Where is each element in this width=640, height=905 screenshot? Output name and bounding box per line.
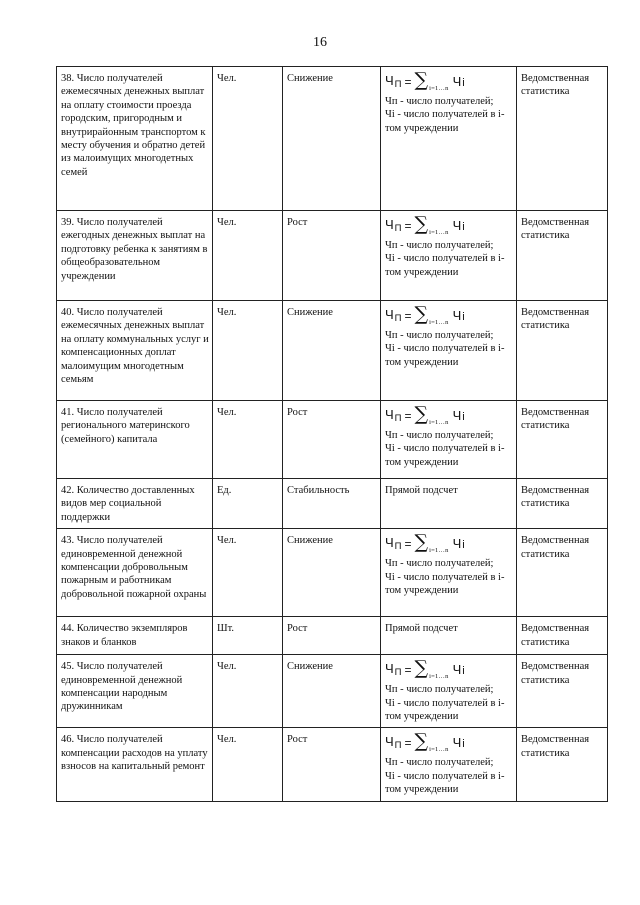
table-row [57, 67, 608, 211]
formula-legend-total: Чп - число получателей; [385, 684, 494, 696]
calculation-method-cell [381, 529, 517, 617]
formula-legend-part: Чi - число получателей в i-том учреждении [385, 571, 505, 597]
formula-equals-sign: = [404, 218, 412, 233]
table-row [57, 617, 608, 655]
formula-legend-part: Чi - число получателей в i-том учреждении [385, 443, 505, 468]
formula-legend-part: Чi - число получателей в i-том учреждении [385, 253, 505, 278]
unit-cell: Шт. [213, 617, 283, 655]
indicator-name-cell: 41. Число получателей регионального материнского (семейного) капитала [57, 401, 213, 479]
formula-total-term [385, 74, 402, 91]
formula-total-symbol: Ч [385, 216, 394, 232]
summation-range: i=1…n [429, 746, 449, 754]
summation-range: i=1…n [429, 318, 449, 326]
summation-range: i=1…n [429, 418, 449, 426]
table-row [57, 529, 608, 617]
trend-cell: Рост [283, 728, 381, 802]
formula-part-term [453, 736, 465, 751]
formula-total-symbol: Ч [385, 535, 394, 551]
calculation-method-cell [381, 301, 517, 401]
sum-formula [385, 71, 513, 94]
formula-part-symbol: Ч [452, 662, 462, 678]
formula-total-term [385, 218, 402, 235]
formula-legend-part: Чi - число получателей в i-том учреждении [385, 697, 505, 723]
formula-part-term [453, 409, 465, 424]
formula-legend-total: Чп - число получателей; [385, 757, 494, 769]
formula-legend-part: Чi - число получателей в i-том учреждении [385, 343, 505, 368]
formula-part-symbol: Ч [452, 307, 462, 323]
summation-range: i=1…n [429, 84, 449, 92]
table-row [57, 479, 608, 529]
indicator-name-cell: 38. Число получателей ежемесячных денежных выплат на оплату стоимости проезда городским, пригородным и внутрирайонным транспортом к месту обучения и обратно детей из малоимущих многодетных семей [57, 67, 213, 211]
data-source-cell: Ведомственная статистика [517, 728, 608, 802]
data-source-cell: Ведомственная статистика [517, 655, 608, 728]
unit-cell: Чел. [213, 728, 283, 802]
calculation-method-cell [381, 655, 517, 728]
formula-total-symbol: Ч [385, 661, 394, 677]
trend-cell: Снижение [283, 655, 381, 728]
table-row [57, 401, 608, 479]
summation-sign: ∑ [414, 657, 429, 680]
formula-total-subscript: П [394, 412, 402, 424]
indicator-name-cell: 44. Количество экземпляров знаков и бланков [57, 617, 213, 655]
formula-equals-sign: = [404, 537, 412, 552]
sum-formula [385, 533, 513, 556]
formula-total-term [385, 308, 402, 325]
formula-equals-sign: = [404, 308, 412, 323]
sum-formula [385, 215, 513, 238]
data-source-cell: Ведомственная статистика [517, 529, 608, 617]
summation-range: i=1…n [429, 673, 449, 681]
formula-part-subscript: i [462, 665, 465, 678]
summation-sign: ∑ [414, 730, 429, 753]
unit-cell: Чел. [213, 67, 283, 211]
formula-total-symbol: Ч [385, 734, 394, 750]
calculation-method-cell [381, 401, 517, 479]
sum-formula [385, 405, 513, 428]
indicator-name-cell: 45. Число получателей единовременной денежной компенсации народным дружинникам [57, 655, 213, 728]
indicators-table [56, 66, 608, 802]
formula-total-subscript: П [394, 222, 402, 234]
formula-part-symbol: Ч [452, 217, 462, 233]
formula-part-subscript: i [462, 410, 465, 423]
table-row [57, 728, 608, 802]
formula-part-symbol: Ч [452, 536, 462, 552]
formula-total-symbol: Ч [385, 406, 394, 422]
indicator-name-cell: 42. Количество доставленных видов мер социальной поддержки [57, 479, 213, 529]
summation-sign: ∑ [414, 69, 429, 91]
formula-total-symbol: Ч [385, 306, 394, 322]
trend-cell: Рост [283, 401, 381, 479]
formula-part-term [453, 537, 465, 552]
trend-cell: Рост [283, 211, 381, 301]
trend-cell: Снижение [283, 529, 381, 617]
data-source-cell: Ведомственная статистика [517, 67, 608, 211]
indicator-name-cell: 39. Число получателей ежегодных денежных выплат на подготовку ребенка к занятиям в общеобразовательном учреждении [57, 211, 213, 301]
data-source-cell: Ведомственная статистика [517, 211, 608, 301]
formula-legend-total: Чп - число получателей; [385, 240, 494, 251]
formula-legend-total: Чп - число получателей; [385, 558, 494, 570]
summation-sign: ∑ [414, 403, 429, 425]
formula-equals-sign: = [404, 74, 412, 89]
table-row [57, 301, 608, 401]
data-source-cell: Ведомственная статистика [517, 401, 608, 479]
summation-sign: ∑ [414, 303, 429, 325]
formula-total-term [385, 536, 402, 553]
indicator-name-cell: 40. Число получателей ежемесячных денежных выплат на оплату коммунальных услуг и компенсационных доплат малоимущим многодетным семьям [57, 301, 213, 401]
formula-legend-total: Чп - число получателей; [385, 96, 494, 107]
formula-part-term [453, 309, 465, 324]
formula-total-subscript: П [394, 740, 402, 752]
trend-cell: Рост [283, 617, 381, 655]
formula-part-term [453, 219, 465, 234]
formula-equals-sign: = [404, 663, 412, 678]
calculation-method-cell [381, 211, 517, 301]
formula-equals-sign: = [404, 736, 412, 751]
unit-cell: Ед. [213, 479, 283, 529]
data-source-cell: Ведомственная статистика [517, 301, 608, 401]
data-source-cell: Ведомственная статистика [517, 479, 608, 529]
page-number: 16 [313, 35, 327, 50]
formula-part-symbol: Ч [452, 407, 462, 423]
unit-cell: Чел. [213, 401, 283, 479]
calculation-method-cell [381, 67, 517, 211]
data-source-cell: Ведомственная статистика [517, 617, 608, 655]
formula-legend-total: Чп - число получателей; [385, 330, 494, 341]
formula-legend-part: Чi - число получателей в i-том учреждении [385, 770, 505, 796]
formula-total-symbol: Ч [385, 72, 394, 88]
unit-cell: Чел. [213, 301, 283, 401]
summation-range: i=1…n [429, 228, 449, 236]
indicator-name-cell: 43. Число получателей единовременной денежной компенсации добровольным пожарным и работникам добровольной пожарной охраны [57, 529, 213, 617]
unit-cell: Чел. [213, 655, 283, 728]
formula-total-term [385, 662, 402, 679]
summation-sign: ∑ [414, 213, 429, 235]
formula-total-subscript: П [394, 78, 402, 90]
table-row [57, 211, 608, 301]
formula-part-subscript: i [462, 310, 465, 323]
calculation-method-cell: Прямой подсчет [381, 617, 517, 655]
table-row [57, 655, 608, 728]
unit-cell: Чел. [213, 211, 283, 301]
formula-part-subscript: i [462, 539, 465, 552]
unit-cell: Чел. [213, 529, 283, 617]
formula-part-term [453, 75, 465, 90]
trend-cell: Снижение [283, 67, 381, 211]
formula-equals-sign: = [404, 408, 412, 423]
formula-total-subscript: П [394, 541, 402, 553]
formula-legend-part: Чi - число получателей в i-том учреждении [385, 109, 505, 134]
sum-formula [385, 732, 513, 755]
formula-legend-total: Чп - число получателей; [385, 430, 494, 441]
sum-formula [385, 659, 513, 682]
formula-part-term [453, 663, 465, 678]
formula-total-term [385, 735, 402, 752]
formula-part-subscript: i [462, 76, 465, 89]
sum-formula [385, 305, 513, 328]
formula-part-subscript: i [462, 220, 465, 233]
summation-range: i=1…n [429, 547, 449, 555]
formula-total-subscript: П [394, 312, 402, 324]
formula-part-symbol: Ч [452, 73, 462, 89]
trend-cell: Стабильность [283, 479, 381, 529]
calculation-method-cell: Прямой подсчет [381, 479, 517, 529]
summation-sign: ∑ [414, 531, 429, 554]
formula-part-symbol: Ч [452, 735, 462, 751]
indicator-name-cell: 46. Число получателей компенсации расходов на уплату взносов на капитальный ремонт [57, 728, 213, 802]
formula-part-subscript: i [462, 738, 465, 751]
calculation-method-cell [381, 728, 517, 802]
formula-total-term [385, 408, 402, 425]
formula-total-subscript: П [394, 667, 402, 679]
trend-cell: Снижение [283, 301, 381, 401]
indicators-table-body [57, 67, 608, 802]
